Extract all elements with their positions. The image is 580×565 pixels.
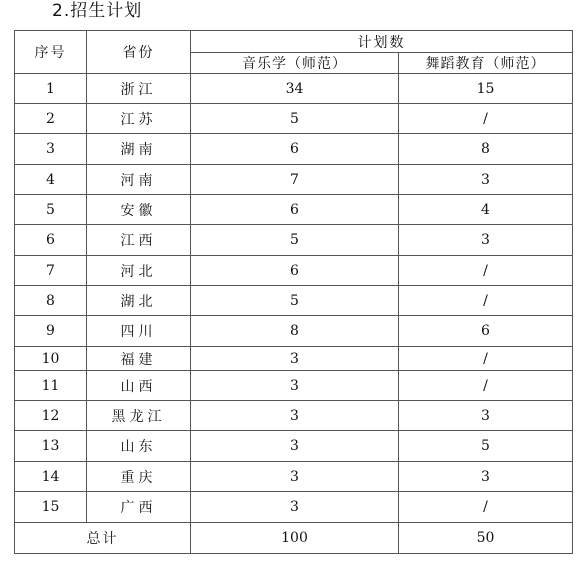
table-row xyxy=(15,74,573,104)
row-music-count: 5 xyxy=(191,104,399,134)
table-row xyxy=(15,256,573,286)
row-province: 湖南 xyxy=(87,134,191,165)
row-province: 安徽 xyxy=(87,195,191,225)
row-music-count: 3 xyxy=(191,462,399,492)
row-dance-count: 15 xyxy=(399,74,573,104)
row-dance-count: / xyxy=(399,492,573,523)
table-row xyxy=(15,316,573,347)
row-dance-count: 3 xyxy=(399,462,573,492)
row-dance-count: 4 xyxy=(399,195,573,225)
row-music-count: 3 xyxy=(191,347,399,371)
header-dance: 舞蹈教育（师范） xyxy=(399,53,573,74)
row-province: 山西 xyxy=(87,371,191,401)
row-music-count: 6 xyxy=(191,256,399,286)
row-province: 江西 xyxy=(87,225,191,256)
header-music: 音乐学（师范） xyxy=(191,53,399,74)
row-index: 13 xyxy=(15,431,87,462)
row-music-count: 3 xyxy=(191,431,399,462)
row-index: 9 xyxy=(15,316,87,347)
total-dance: 50 xyxy=(399,523,573,554)
row-index: 3 xyxy=(15,134,87,165)
row-music-count: 3 xyxy=(191,401,399,431)
row-province: 四川 xyxy=(87,316,191,347)
row-province: 河北 xyxy=(87,256,191,286)
row-index: 2 xyxy=(15,104,87,134)
row-dance-count: 5 xyxy=(399,431,573,462)
row-province: 重庆 xyxy=(87,462,191,492)
table-row xyxy=(15,371,573,401)
row-index: 6 xyxy=(15,225,87,256)
row-index: 8 xyxy=(15,286,87,316)
row-index: 14 xyxy=(15,462,87,492)
header-plan-count: 计划数 xyxy=(191,31,573,53)
header-province: 省份 xyxy=(87,31,191,74)
table-row xyxy=(15,401,573,431)
row-music-count: 34 xyxy=(191,74,399,104)
row-dance-count: 3 xyxy=(399,401,573,431)
table-row xyxy=(15,492,573,523)
row-province: 河南 xyxy=(87,165,191,195)
row-music-count: 5 xyxy=(191,286,399,316)
row-province: 浙江 xyxy=(87,74,191,104)
row-dance-count: 3 xyxy=(399,225,573,256)
row-music-count: 6 xyxy=(191,195,399,225)
table-body xyxy=(15,74,573,523)
row-index: 4 xyxy=(15,165,87,195)
table-row xyxy=(15,347,573,371)
header-index: 序号 xyxy=(15,31,87,74)
row-dance-count: 8 xyxy=(399,134,573,165)
enrollment-plan-table xyxy=(14,30,573,554)
row-dance-count: / xyxy=(399,104,573,134)
row-index: 7 xyxy=(15,256,87,286)
section-heading: 2.招生计划 xyxy=(52,1,143,21)
row-dance-count: / xyxy=(399,256,573,286)
table-row xyxy=(15,165,573,195)
row-index: 5 xyxy=(15,195,87,225)
total-row xyxy=(15,523,573,554)
table-row xyxy=(15,195,573,225)
row-music-count: 5 xyxy=(191,225,399,256)
row-index: 12 xyxy=(15,401,87,431)
table-row xyxy=(15,134,573,165)
row-index: 11 xyxy=(15,371,87,401)
row-province: 江苏 xyxy=(87,104,191,134)
row-index: 1 xyxy=(15,74,87,104)
total-music: 100 xyxy=(191,523,399,554)
table-row xyxy=(15,286,573,316)
row-province: 山东 xyxy=(87,431,191,462)
row-dance-count: / xyxy=(399,286,573,316)
row-dance-count: / xyxy=(399,347,573,371)
row-province: 湖北 xyxy=(87,286,191,316)
row-index: 10 xyxy=(15,347,87,371)
row-index: 15 xyxy=(15,492,87,523)
row-music-count: 3 xyxy=(191,492,399,523)
table-row xyxy=(15,104,573,134)
table-row xyxy=(15,462,573,492)
row-music-count: 7 xyxy=(191,165,399,195)
total-label: 总计 xyxy=(15,523,191,554)
row-music-count: 6 xyxy=(191,134,399,165)
row-province: 黑龙江 xyxy=(87,401,191,431)
row-dance-count: / xyxy=(399,371,573,401)
row-province: 福建 xyxy=(87,347,191,371)
row-music-count: 3 xyxy=(191,371,399,401)
row-dance-count: 3 xyxy=(399,165,573,195)
table-row xyxy=(15,431,573,462)
table-row xyxy=(15,225,573,256)
row-dance-count: 6 xyxy=(399,316,573,347)
row-music-count: 8 xyxy=(191,316,399,347)
row-province: 广西 xyxy=(87,492,191,523)
